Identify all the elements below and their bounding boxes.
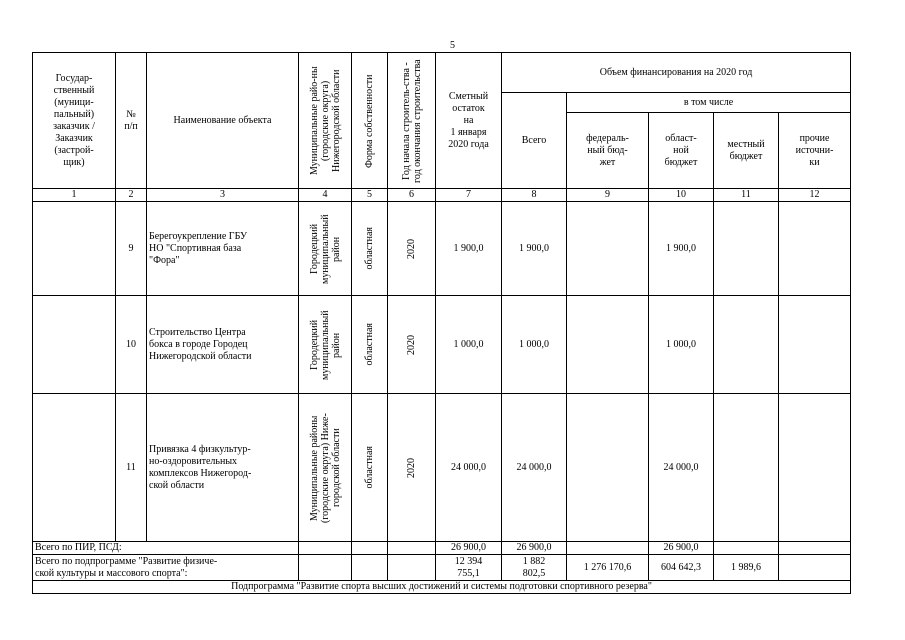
row-ownership-cell bbox=[352, 202, 388, 296]
totals-pir-federal bbox=[567, 542, 649, 555]
totals-pir-empty bbox=[299, 542, 352, 555]
header-including: в том числе bbox=[567, 93, 851, 113]
column-number: 6 bbox=[388, 189, 436, 202]
column-number: 1 bbox=[33, 189, 116, 202]
row-num: 11 bbox=[116, 394, 147, 542]
header-regional: област- ной бюджет bbox=[649, 113, 714, 189]
totals-pir-empty bbox=[388, 542, 436, 555]
row-year-cell bbox=[388, 296, 436, 394]
totals-pir-estimate: 26 900,0 bbox=[436, 542, 502, 555]
row-ownership-cell bbox=[352, 296, 388, 394]
column-numbers-row bbox=[33, 189, 851, 202]
row-estimate: 1 900,0 bbox=[436, 202, 502, 296]
totals-pir-regional: 26 900,0 bbox=[649, 542, 714, 555]
page-number: 5 bbox=[450, 40, 455, 51]
totals-pir-total: 26 900,0 bbox=[502, 542, 567, 555]
row-customer bbox=[33, 296, 116, 394]
header-object-name: Наименование объекта bbox=[147, 53, 299, 189]
row-ownership: областная bbox=[364, 446, 375, 489]
header-estimate: Сметный остаток на 1 января 2020 года bbox=[436, 53, 502, 189]
totals-subprogram-other bbox=[779, 555, 851, 581]
column-number: 11 bbox=[714, 189, 779, 202]
row-estimate: 24 000,0 bbox=[436, 394, 502, 542]
header-years: Год начала строитель-ства - год окончания строительства bbox=[400, 58, 423, 183]
row-federal bbox=[567, 394, 649, 542]
header-row-1 bbox=[33, 53, 851, 93]
subprogram-heading-row bbox=[33, 581, 851, 594]
column-number: 9 bbox=[567, 189, 649, 202]
row-district: Городецкий муниципальный район bbox=[308, 213, 342, 284]
header-years-cell bbox=[388, 53, 436, 189]
row-federal bbox=[567, 202, 649, 296]
column-number: 2 bbox=[116, 189, 147, 202]
row-regional: 1 000,0 bbox=[649, 296, 714, 394]
header-num: № п/п bbox=[116, 53, 147, 189]
row-object-name: Привязка 4 физкультур- но-оздоровительных комплексов Нижегород- ской области bbox=[147, 394, 299, 542]
header-ownership: Форма собственности bbox=[364, 73, 375, 168]
column-number: 8 bbox=[502, 189, 567, 202]
totals-pir-label: Всего по ПИР, ПСД: bbox=[33, 542, 299, 555]
row-year-cell bbox=[388, 202, 436, 296]
row-customer bbox=[33, 394, 116, 542]
table-row bbox=[33, 394, 851, 542]
totals-pir-local bbox=[714, 542, 779, 555]
row-ownership-cell bbox=[352, 394, 388, 542]
header-customer: Государ- ственный (муници- пальный) заказчик / Заказчик (застрой- щик) bbox=[33, 53, 116, 189]
row-total: 1 900,0 bbox=[502, 202, 567, 296]
table-row bbox=[33, 202, 851, 296]
totals-subprogram-row bbox=[33, 555, 851, 581]
row-district-cell bbox=[299, 202, 352, 296]
header-other: прочие источни- ки bbox=[779, 113, 851, 189]
row-district-cell bbox=[299, 394, 352, 542]
row-num: 9 bbox=[116, 202, 147, 296]
column-number: 12 bbox=[779, 189, 851, 202]
row-object-name: Берегоукрепление ГБУ НО "Спортивная база "Фора" bbox=[147, 202, 299, 296]
row-other bbox=[779, 202, 851, 296]
subprogram-heading: Подпрограмма "Развитие спорта высших достижений и системы подготовки спортивного резерва" bbox=[33, 581, 851, 594]
totals-pir-other bbox=[779, 542, 851, 555]
row-object-name: Строительство Центра бокса в городе Городец Нижегородской области bbox=[147, 296, 299, 394]
column-number: 10 bbox=[649, 189, 714, 202]
row-local bbox=[714, 296, 779, 394]
column-number: 7 bbox=[436, 189, 502, 202]
row-estimate: 1 000,0 bbox=[436, 296, 502, 394]
totals-subprogram-label: Всего по подпрограмме "Развитие физиче- ской культуры и массового спорта": bbox=[33, 555, 299, 581]
column-number: 3 bbox=[147, 189, 299, 202]
header-total: Всего bbox=[502, 93, 567, 189]
row-other bbox=[779, 394, 851, 542]
column-number: 5 bbox=[352, 189, 388, 202]
row-local bbox=[714, 202, 779, 296]
totals-subprogram-federal: 1 276 170,6 bbox=[567, 555, 649, 581]
totals-pir-row bbox=[33, 542, 851, 555]
row-local bbox=[714, 394, 779, 542]
row-total: 24 000,0 bbox=[502, 394, 567, 542]
totals-subprogram-regional: 604 642,3 bbox=[649, 555, 714, 581]
header-local: местный бюджет bbox=[714, 113, 779, 189]
totals-subprogram-empty bbox=[299, 555, 352, 581]
row-district: Городецкий муниципальный район bbox=[308, 309, 342, 380]
row-regional: 1 900,0 bbox=[649, 202, 714, 296]
totals-subprogram-empty bbox=[352, 555, 388, 581]
row-year: 2020 bbox=[406, 457, 417, 478]
totals-subprogram-total: 1 882 802,5 bbox=[502, 555, 567, 581]
table-row bbox=[33, 296, 851, 394]
row-year: 2020 bbox=[406, 334, 417, 355]
row-year-cell bbox=[388, 394, 436, 542]
row-other bbox=[779, 296, 851, 394]
totals-subprogram-empty bbox=[388, 555, 436, 581]
financing-table bbox=[32, 52, 851, 594]
row-district: Муниципальные районы (городские округа) Ниже-городской области bbox=[308, 412, 342, 523]
header-federal: федераль- ный бюд- жет bbox=[567, 113, 649, 189]
row-year: 2020 bbox=[406, 238, 417, 259]
row-customer bbox=[33, 202, 116, 296]
row-ownership: областная bbox=[364, 227, 375, 270]
header-districts-cell bbox=[299, 53, 352, 189]
row-regional: 24 000,0 bbox=[649, 394, 714, 542]
header-financing: Объем финансирования на 2020 год bbox=[502, 53, 851, 93]
header-ownership-cell bbox=[352, 53, 388, 189]
column-number: 4 bbox=[299, 189, 352, 202]
totals-subprogram-estimate: 12 394 755,1 bbox=[436, 555, 502, 581]
totals-subprogram-local: 1 989,6 bbox=[714, 555, 779, 581]
row-num: 10 bbox=[116, 296, 147, 394]
totals-pir-empty bbox=[352, 542, 388, 555]
row-district-cell bbox=[299, 296, 352, 394]
row-federal bbox=[567, 296, 649, 394]
row-ownership: областная bbox=[364, 323, 375, 366]
header-districts: Муниципальные райо-ны (городские округа) Нижегородской области bbox=[308, 66, 342, 175]
row-total: 1 000,0 bbox=[502, 296, 567, 394]
